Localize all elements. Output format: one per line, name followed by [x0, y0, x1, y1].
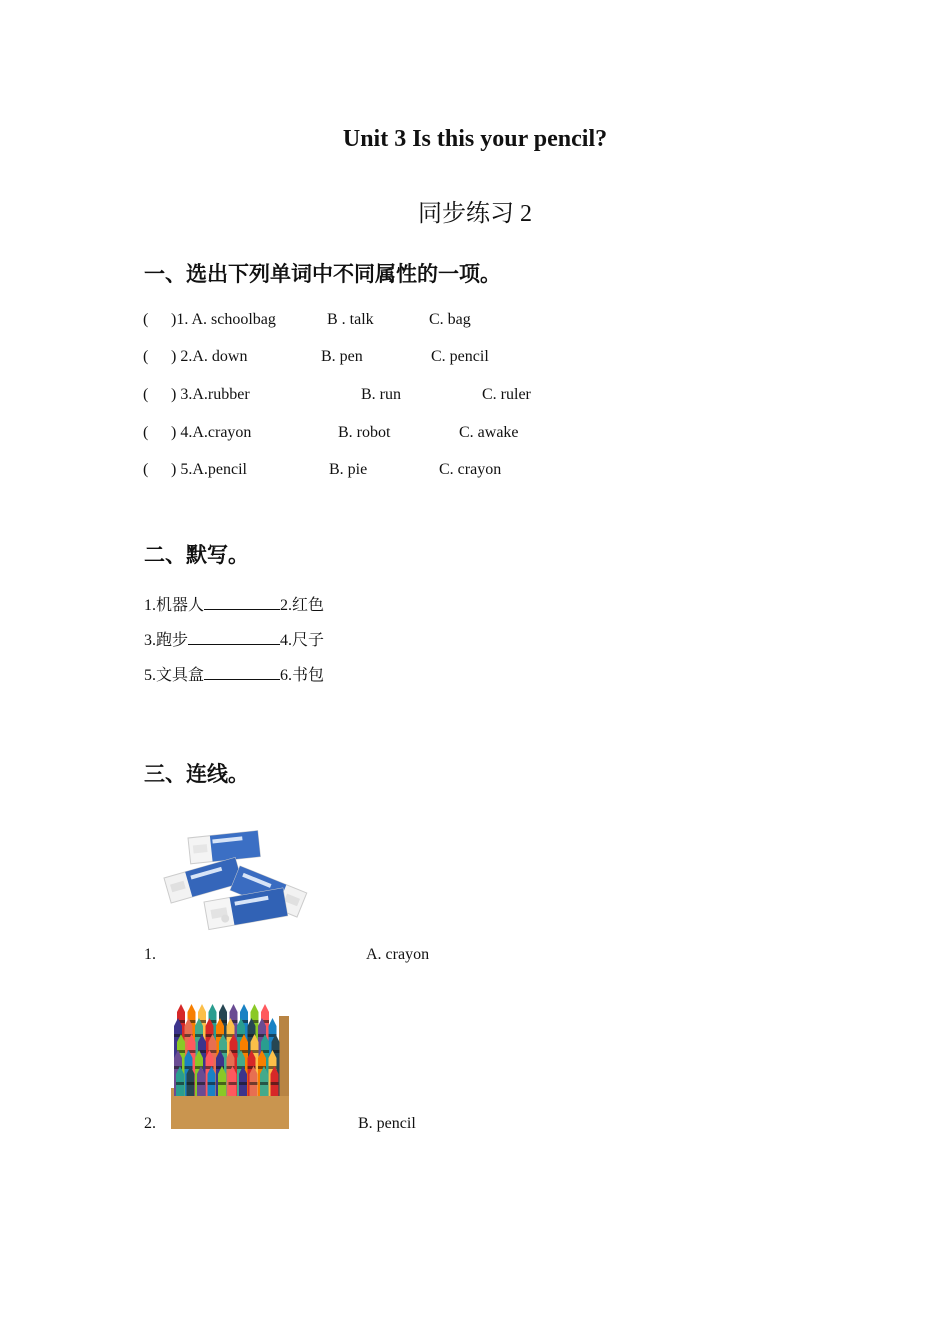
match-item-2-number: 2. [144, 1115, 156, 1132]
answer-paren: ( [143, 424, 149, 441]
option-c: C. awake [459, 424, 519, 441]
question-3 [143, 386, 531, 404]
match-item-1-number: 1. [144, 946, 156, 963]
answer-blank[interactable] [204, 595, 280, 610]
question-stem: ) 4.A.crayon [171, 424, 252, 441]
option-c: C. crayon [439, 461, 502, 478]
option-c: C. pencil [431, 348, 489, 365]
dictation-row-2 [144, 627, 324, 650]
answer-paren: ( [143, 461, 149, 478]
question-1 [143, 311, 471, 329]
option-b: B . talk [327, 311, 374, 328]
match-option-b: B. pencil [358, 1115, 416, 1132]
dictation-item: 3.跑步 [144, 632, 189, 649]
question-stem: ) 2.A. down [171, 348, 248, 365]
answer-paren: ( [143, 348, 149, 365]
question-4 [143, 424, 519, 442]
answer-paren: ( [143, 311, 149, 328]
option-c: C. bag [429, 311, 471, 328]
question-2 [143, 348, 489, 366]
answer-blank[interactable] [204, 665, 280, 680]
answer-blank[interactable] [188, 630, 280, 645]
option-b: B. pie [329, 461, 368, 478]
page-title: Unit 3 Is this your pencil? [342, 126, 608, 152]
question-stem: ) 5.A.pencil [171, 461, 247, 478]
dictation-item: 4.尺子 [280, 632, 325, 649]
answer-paren: ( [143, 386, 149, 403]
dictation-item: 2.红色 [280, 597, 325, 614]
section1-heading: 一、选出下列单词中不同属性的一项。 [144, 262, 501, 286]
dictation-item: 5.文具盒 [144, 667, 205, 684]
question-stem: ) 3.A.rubber [171, 386, 250, 403]
dictation-row-1 [144, 592, 324, 615]
match-option-a: A. crayon [366, 946, 430, 963]
erasers-image [158, 826, 314, 938]
page-subtitle: 同步练习 2 [418, 201, 532, 227]
dictation-item: 6.书包 [280, 667, 325, 684]
section2-heading: 二、默写。 [144, 543, 249, 567]
option-b: B. pen [321, 348, 363, 365]
crayons-image [171, 996, 289, 1129]
dictation-item: 1.机器人 [144, 597, 205, 614]
question-stem: )1. A. schoolbag [171, 311, 276, 328]
option-b: B. run [361, 386, 401, 403]
option-b: B. robot [338, 424, 391, 441]
dictation-row-3 [144, 662, 324, 685]
option-c: C. ruler [482, 386, 531, 403]
section3-heading: 三、连线。 [144, 762, 249, 786]
question-5 [143, 461, 502, 479]
